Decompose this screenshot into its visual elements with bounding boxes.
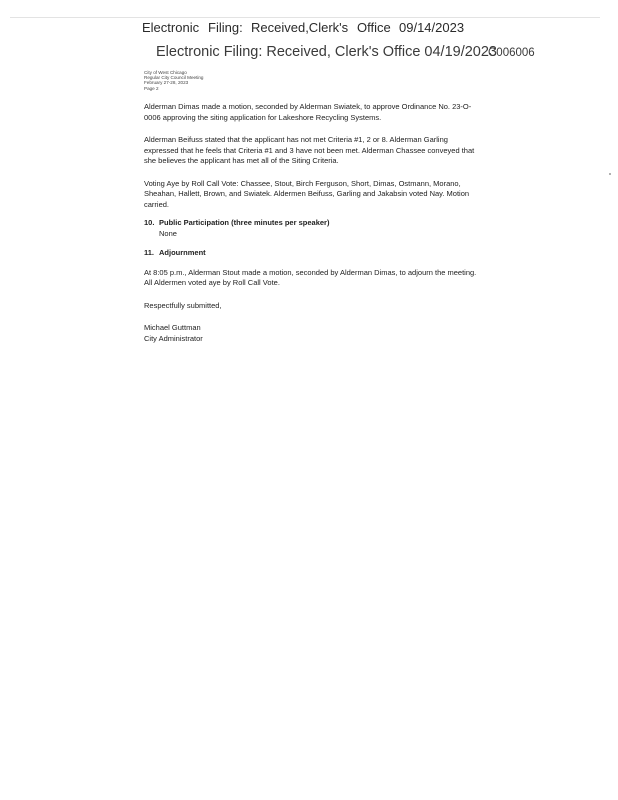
stamp1-word-received-clerks: Received,Clerk's [251,20,349,35]
filing-stamp-line-2: Electronic Filing: Received, Clerk's Office 04/19/2023 [156,44,497,60]
adjournment-paragraph: At 8:05 p.m., Alderman Stout made a motion, seconded by Alderman Dimas, to adjourn the meeting. All Aldermen voted aye by Roll Call Vote. [144,267,477,287]
stamp1-word-filing: Filing: [208,20,243,35]
signature-title: City Administrator [144,333,203,343]
stamp1-word-electronic: Electronic [142,20,200,35]
header-date: February 27-28, 2023 [144,80,189,86]
signature-name: Michael Guttman [144,323,201,332]
section-number: 10. [144,218,155,227]
stamp1-word-office: Office [357,20,391,35]
section-number: 11. [144,248,155,257]
filing-stamp-id: C006006 [488,47,535,59]
scan-speck [609,173,611,175]
section-adjournment [144,248,484,259]
document-header [144,70,204,91]
public-participation-body: None [159,228,177,238]
header-org: City of West Chicago [144,70,187,75]
motion-paragraph: Alderman Dimas made a motion, seconded by Alderman Swiatek, to approve Ordinance No. 23-O-0006 approving the siting application for Lakeshore Recycling Systems. [144,102,472,122]
page-edge-line [10,17,600,18]
section-public-participation [144,218,484,229]
header-page: Page 2 [144,85,159,91]
closing-line: Respectfully submitted, [144,300,222,310]
stamp1-date: 09/14/2023 [399,20,465,35]
vote-paragraph: Voting Aye by Roll Call Vote: Chassee, Stout, Birch Ferguson, Short, Dimas, Ostmann, Morano, Sheahan, Hallett, Brown, and Swiatek. Aldermen Beifuss, Garling and Jakabsin voted Nay. Motion carried. [144,178,470,209]
section-title: Adjournment [159,248,206,257]
header-meeting: Regular City Council Meeting [144,75,204,81]
minutes-body [144,102,484,344]
section-title: Public Participation (three minutes per speaker) [159,218,330,227]
criteria-paragraph: Alderman Beifuss stated that the applicant has not met Criteria #1, 2 or 8. Alderman Garling expressed that he feels that Criteria #1 and 3 have not been met. Alderman Chassee conveyed that she believes the applicant has met all of the Siting Criteria. [144,135,475,165]
